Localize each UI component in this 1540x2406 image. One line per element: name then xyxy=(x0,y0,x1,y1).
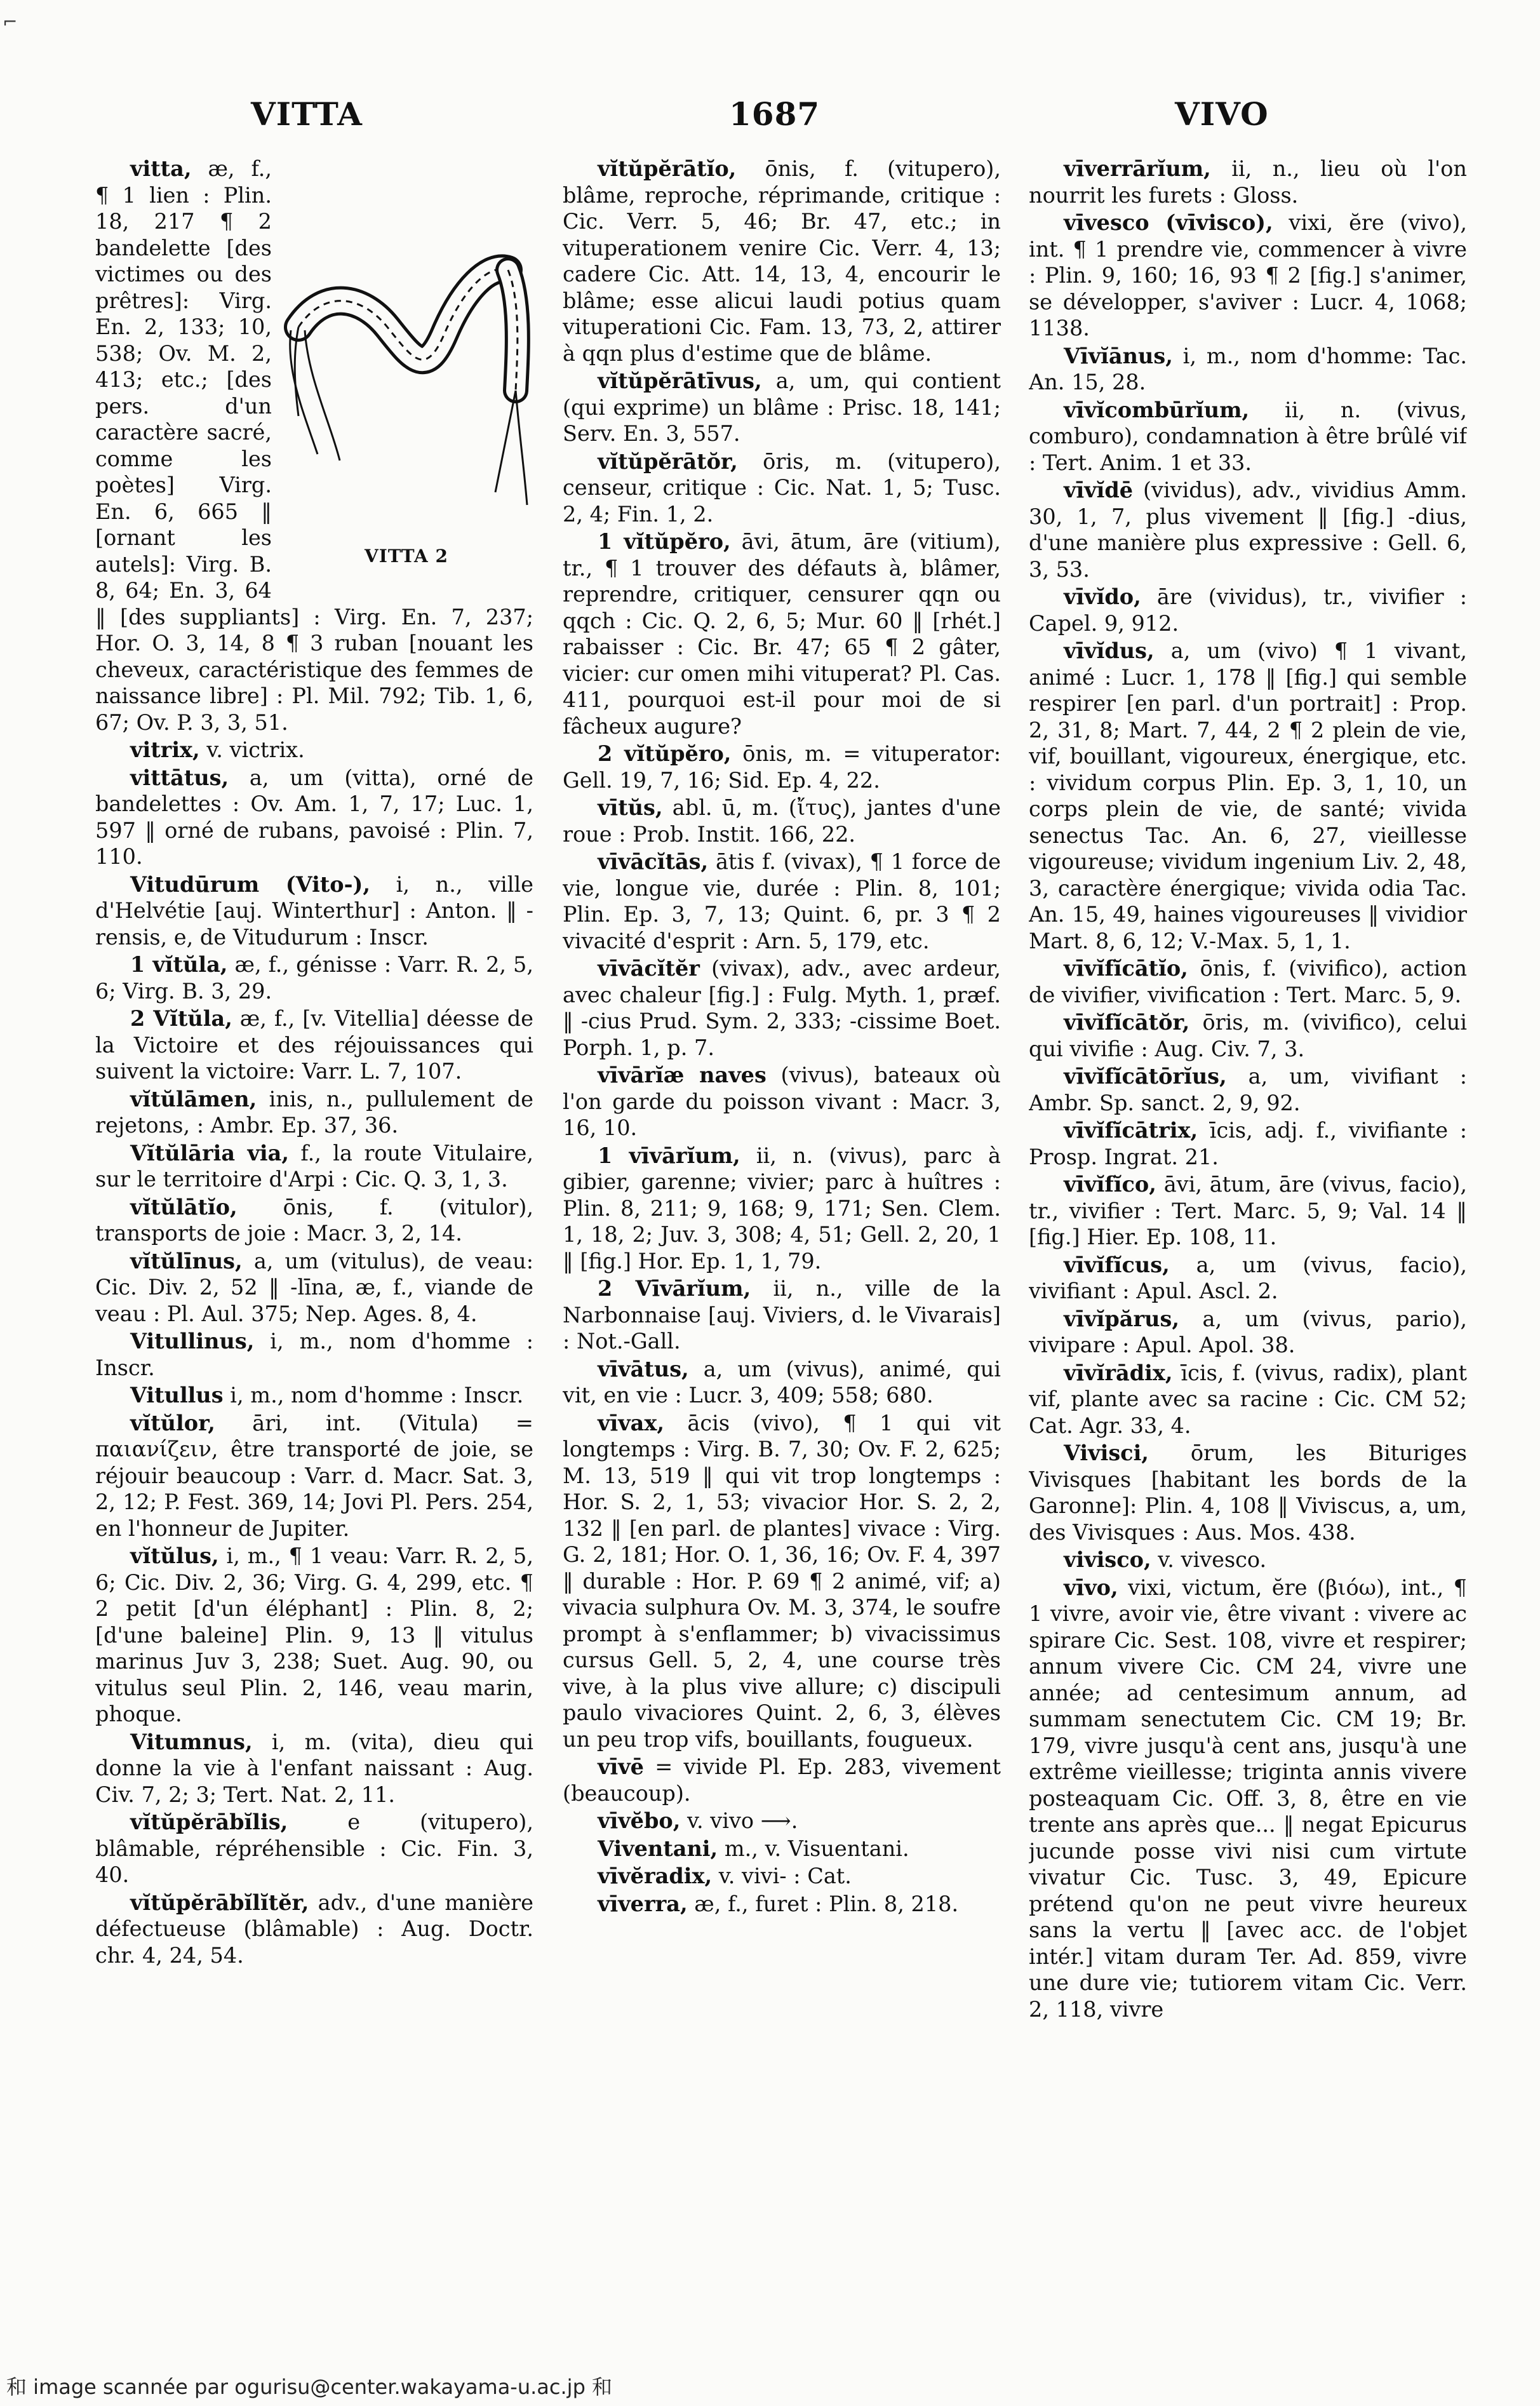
entry-definition: i, m., ¶ 1 veau: Varr. R. 2, 5, 6; Cic. Div. 2, 36; Virg. G. 4, 299, etc. ¶ 2 petit [d'un éléphant] : Plin. 8, 2; [d'une baleine] Plin. 9, 13 ‖ vitulus marinus Juv 3, 238; Suet. Aug. 90, ou vitulus seul Plin. 2, 146, veau marin, phoque. xyxy=(95,1543,533,1726)
running-head-right: VIVO xyxy=(1175,95,1269,133)
corner-mark: ⌐ xyxy=(3,11,18,32)
entry-headword: vīvĭfĭcātōrĭus, xyxy=(1064,1064,1227,1089)
entry-headword: vīvācĭtās, xyxy=(598,849,709,874)
entry-headword: vĭtŭpĕrātŏr, xyxy=(598,448,738,474)
entry-definition: i, m., nom d'homme : Inscr. xyxy=(95,1329,533,1380)
scan-credit: 和 image scannée par ogurisu@center.wakayama-u.ac.jp 和 xyxy=(6,2375,613,2399)
entry-definition: f., la route Vitulaire, sur le territoire d'Arpi : Cic. Q. 3, 1, 3. xyxy=(95,1140,533,1192)
entry-headword: vĭtŭpĕrātīvus, xyxy=(598,368,762,393)
dictionary-entry xyxy=(95,1729,533,1808)
entry-definition: ōnis, m. = vituperator: Gell. 19, 7, 16; Sid. Ep. 4, 22. xyxy=(563,741,1001,793)
entry-definition: æ, f., furet : Plin. 8, 218. xyxy=(687,1891,959,1916)
entry-headword: Viventani, xyxy=(598,1836,718,1861)
dictionary-entry xyxy=(563,1891,1001,1918)
dictionary-entry xyxy=(1029,1547,1467,1573)
dictionary-entry xyxy=(95,1086,533,1139)
entry-headword: vīvĭdus, xyxy=(1064,638,1155,663)
entry-definition: (vivus), bateaux où l'on garde du poisson vivant : Macr. 3, 16, 10. xyxy=(563,1063,1001,1140)
entry-definition: a, um (vivo) ¶ 1 vivant, animé : Lucr. 1, 178 ‖ [fig.] qui semble respirer [en parl. d'un portrait] : Prop. 2, 31, 8; Mart. 7, 44, 2 ¶ 2 plein de vie, vif, bouillant, vigoureux, énergique, etc. : vividum corpus Plin. Ep. 3, 1, 10, un corps plein de vie, de santé; vivida senectus Tac. An. 6, 27, vieillesse vigoureuse; vividum ingenium Liv. 2, 48, 3, caractère énergique; vivida odia Tac. An. 15, 49, haines vigoureuses ‖ vividior Mart. 8, 6, 12; V.-Max. 5, 1, 1. xyxy=(1029,638,1467,953)
dictionary-entry xyxy=(95,1543,533,1728)
entry-definition: abl. ū, m. (ἴτυς), jantes d'une roue : Prob. Instit. 166, 22. xyxy=(563,795,1001,847)
entry-headword: 2 Vīvārĭum, xyxy=(598,1276,751,1301)
dictionary-entry xyxy=(1029,156,1467,208)
entry-definition: ōnis, f. (vivifico), action de vivifier, vivification : Tert. Marc. 5, 9. xyxy=(1029,956,1467,1007)
dictionary-entry xyxy=(95,1248,533,1327)
dictionary-entry xyxy=(563,795,1001,847)
dictionary-entry xyxy=(1029,1252,1467,1305)
entry-definition: v. victrix. xyxy=(199,737,305,762)
entry-definition: i, m. (vita), dieu qui donne la vie à l'enfant naissant : Aug. Civ. 7, 2; 3; Tert. Nat. 2, 11. xyxy=(95,1729,533,1807)
dictionary-entry xyxy=(563,1356,1001,1409)
dictionary-entry xyxy=(1029,343,1467,396)
page-number: 1687 xyxy=(729,95,820,133)
dictionary-entry xyxy=(563,849,1001,954)
dictionary-entry xyxy=(563,1275,1001,1355)
entry-definition: ii, n. (vivus, comburo), condamnation à être brûlé vif : Tert. Anim. 1 et 33. xyxy=(1029,397,1467,475)
entry-headword: vītŭs, xyxy=(598,795,663,820)
entry-definition: = vivide Pl. Ep. 283, vivement (beaucoup). xyxy=(563,1754,1001,1806)
entry-definition: i, n., ville d'Helvétie [auj. Winterthur] : Anton. ‖ -rensis, e, de Vitudurum : Inscr. xyxy=(95,871,533,950)
entry-headword: Vīvĭānus, xyxy=(1064,343,1173,368)
entry-headword: vīverrārĭum, xyxy=(1064,156,1211,181)
entry-headword: vīvĕradix, xyxy=(598,1864,713,1888)
entry-definition: āvi, ātum, āre (vitium), tr., ¶ 1 trouver des défauts à, blâmer, reprendre, critiquer, censurer qqn ou qqch : Cic. Q. 2, 6, 5; Mur. 60 ‖ [rhét.] rabaisser : Cic. Br. 47; 65 ¶ 2 gâter, vicier: cur omen mihi vituperat? Pl. Cas. 411, pourquoi est-il pour moi de si fâcheux augure? xyxy=(563,529,1001,739)
entry-headword: vīvĭrādix, xyxy=(1064,1360,1173,1385)
entry-definition: i, m., nom d'homme: Tac. An. 15, 28. xyxy=(1029,343,1467,394)
entry-definition: vixi, ĕre (vivo), int. ¶ 1 prendre vie, commencer à vivre : Plin. 9, 160; 16, 93 ¶ 2 [fig.] s'animer, se développer, s'aviver : Lucr. 4, 1068; 1138. xyxy=(1029,210,1467,340)
dictionary-entry xyxy=(95,737,533,763)
entry-headword: 1 vĭtŭla, xyxy=(130,952,228,977)
entry-definition: i, m., nom d'homme : Inscr. xyxy=(223,1383,524,1408)
entry-headword: vīvātus, xyxy=(598,1356,689,1381)
entry-headword: vĭtŭpĕrābĭlis, xyxy=(130,1810,288,1834)
entry-definition: a, um, vivifiant : Ambr. Sp. sanct. 2, 9, 92. xyxy=(1029,1064,1467,1115)
dictionary-entry xyxy=(1029,1306,1467,1359)
entry-definition: ōnis, f. (vitulor), transports de joie : Macr. 3, 2, 14. xyxy=(95,1194,533,1246)
entry-definition: āvi, ātum, āre (vivus, facio), tr., vivifier : Tert. Marc. 5, 9; Val. 14 ‖ [fig.] Hier. Ep. 108, 11. xyxy=(1029,1172,1467,1249)
dictionary-entry xyxy=(563,368,1001,447)
entry-headword: vittātus, xyxy=(130,765,229,790)
entry-headword: Vitullus xyxy=(130,1383,224,1408)
entry-headword: vīvē xyxy=(598,1754,644,1779)
entry-definition: a, um (vivus, pario), vivipare : Apul. Apol. 38. xyxy=(1029,1306,1467,1357)
entry-headword: vĭtŭpĕrābĭlĭtĕr, xyxy=(130,1890,309,1915)
entry-definition: vixi, victum, ĕre (βιόω), int., ¶ 1 vivre, avoir vie, être vivant : vivere ac spirare Cic. Sest. 108, vivre et respirer; annum vivere Cic. CM 24, vivre une année; ad centesimum annum, ad summam senectutem Cic. CM 19; Br. 179, vivre jusqu'à cent ans, jusqu'à une extrême vieillesse; triginta annis vivere posteaquam Cic. Off. 3, 8, être en vie trente ans après que... ‖ negat Epicurus jucunde posse vivi nisi cum virtute vivatur Cic. Tusc. 3, 49, Epicure prétend qu'on ne peut vivre heureux sans la vertu ‖ [avec acc. de l'objet intér.] vitam duram Ter. Ad. 859, vivre une dure vie; tutiorem vitam Cic. Verr. 2, 118, vivre xyxy=(1029,1575,1467,2022)
dictionary-entry xyxy=(1029,210,1467,342)
dictionary-entry xyxy=(95,1890,533,1969)
entry-definition: a, um (vivus), animé, qui vit, en vie : Lucr. 3, 409; 558; 680. xyxy=(563,1356,1001,1408)
figure-caption: VITTA 2 xyxy=(365,546,448,567)
entry-headword: vīvĭfĭco, xyxy=(1064,1172,1156,1197)
entry-definition: m., v. Visuentani. xyxy=(718,1836,909,1861)
entry-headword: vīvĭfĭcātrix, xyxy=(1064,1118,1198,1143)
entry-headword: vīvĭfĭcātŏr, xyxy=(1064,1010,1190,1035)
entry-definition: ōris, m. (vitupero), censeur, critique : Cic. Nat. 1, 5; Tusc. 2, 4; Fin. 1, 2. xyxy=(563,448,1001,527)
dictionary-column-2 xyxy=(563,156,1001,2165)
entry-definition: e (vitupero), blâmable, répréhensible : Cic. Fin. 3, 40. xyxy=(95,1810,533,1887)
dictionary-entry xyxy=(1029,477,1467,582)
dictionary-entry xyxy=(1029,1360,1467,1439)
entry-headword: vīvācĭtĕr xyxy=(598,956,700,981)
dictionary-entry xyxy=(1029,1009,1467,1062)
entry-headword: vitta, xyxy=(130,156,192,181)
entry-headword: 1 vĭtŭpĕro, xyxy=(598,529,731,554)
entry-definition: āri, int. (Vitula) = παιανίζειν, être transporté de joie, se réjouir beaucoup : Varr. d. Macr. Sat. 3, 2, 12; P. Fest. 369, 14; Jovi Pl. Pers. 254, en l'honneur de Jupiter. xyxy=(95,1410,533,1541)
dictionary-entry xyxy=(563,1863,1001,1890)
entry-headword: 2 Vĭtŭla, xyxy=(130,1006,232,1031)
dictionary-entry xyxy=(563,156,1001,366)
entry-definition: īcis, adj. f., vivifiante : Prosp. Ingrat. 21. xyxy=(1029,1118,1467,1169)
entry-headword: vĭtŭpĕrātĭo, xyxy=(598,156,737,181)
entry-headword: Vitumnus, xyxy=(130,1729,253,1754)
entry-headword: vĭtŭlus, xyxy=(130,1543,219,1568)
dictionary-entry xyxy=(563,528,1001,739)
entry-headword: Vitullinus, xyxy=(130,1329,255,1354)
dictionary-entry xyxy=(1029,638,1467,954)
entry-definition: v. vivo ⟶. xyxy=(680,1808,798,1833)
dictionary-entry xyxy=(95,1410,533,1542)
entry-headword: vīvĭdo, xyxy=(1064,584,1141,609)
dictionary-entry xyxy=(95,1809,533,1888)
entry-headword: vivisco, xyxy=(1064,1547,1151,1572)
entry-definition: ii, n., ville de la Narbonnaise [auj. Viviers, d. le Vivarais] : Not.-Gall. xyxy=(563,1276,1001,1354)
dictionary-entry xyxy=(95,1005,533,1085)
dictionary-entry xyxy=(563,448,1001,528)
entry-headword: vīvo, xyxy=(1064,1575,1118,1600)
entry-headword: vĭtŭlīnus, xyxy=(130,1248,243,1274)
dictionary-entry xyxy=(1029,1440,1467,1545)
dictionary-entry xyxy=(1029,955,1467,1008)
entry-headword: vīvĭdē xyxy=(1064,478,1134,502)
dictionary-entry xyxy=(95,1382,533,1409)
entry-definition: v. vivesco. xyxy=(1151,1547,1267,1572)
dictionary-entry xyxy=(1029,584,1467,636)
entry-definition: æ, f., génisse : Varr. R. 2, 5, 6; Virg. B. 3, 29. xyxy=(95,952,533,1004)
dictionary-entry xyxy=(95,765,533,870)
dictionary-column-1 xyxy=(95,156,533,2165)
entry-definition: ātis f. (vivax), ¶ 1 force de vie, longue vie, durée : Plin. 8, 101; Plin. Ep. 3, 7, 13; Quint. 6, pr. 3 ¶ 2 vivacité d'esprit : Arn. 5, 179, etc. xyxy=(563,849,1001,953)
entry-definition: īcis, f. (vivus, radix), plant vif, plante avec sa racine : Cic. CM 52; Cat. Agr. 33, 4. xyxy=(1029,1360,1467,1438)
entry-definition: ācis (vivo), ¶ 1 qui vit longtemps : Virg. B. 7, 30; Ov. F. 2, 625; M. 13, 519 ‖ qui vit trop longtemps : Hor. S. 2, 1, 53; vivacior Hor. S. 2, 2, 132 ‖ [en parl. de plantes] vivace : Virg. G. 2, 181; Hor. O. 1, 36, 16; Ov. F. 4, 397 ‖ durable : Hor. P. 69 ¶ 2 animé, vif; a) vivacia sulphura Ov. M. 3, 374, le soufre prompt à s'enflammer; b) vivacissimus cursus Gell. 5, 2, 4, une course très vive, à la plus vive allure; c) discipuli paulo vivaciores Quint. 2, 6, 3, élèves un peu trop vifs, bouillants, fougueux. xyxy=(563,1410,1001,1752)
entry-headword: 1 vīvārĭum, xyxy=(598,1143,740,1168)
dictionary-entry xyxy=(1029,397,1467,476)
dictionary-entry xyxy=(563,741,1001,793)
entry-definition: āre (vividus), tr., vivifier : Capel. 9, 912. xyxy=(1029,584,1467,636)
entry-headword: vīvax, xyxy=(598,1410,664,1435)
entry-definition: adv., d'une manière défectueuse (blâmable) : Aug. Doctr. chr. 4, 24, 54. xyxy=(95,1890,533,1968)
entry-definition: inis, n., pullulement de rejetons, : Ambr. Ep. 37, 36. xyxy=(95,1086,533,1138)
entry-headword: vĭtŭlāmen, xyxy=(130,1086,257,1112)
entry-headword: vīverra, xyxy=(598,1891,688,1916)
dictionary-entry xyxy=(563,1062,1001,1141)
entry-headword: Vĭtŭlāria via, xyxy=(130,1140,290,1166)
entry-definition: ōnis, f. (vitupero), blâme, reproche, réprimande, critique : Cic. Verr. 5, 46; Br. 47, etc.; in vituperationem venire Cic. Verr. 4, 13; cadere Cic. Att. 14, 13, 4, encourir le blâme; esse alicui laudi potius quam vituperationi Cic. Fam. 13, 73, 2, attirer à qqn plus d'estime que de blâme. xyxy=(563,156,1001,366)
dictionary-entry xyxy=(95,951,533,1004)
dictionary-entry xyxy=(95,1194,533,1247)
vitta-illustration xyxy=(279,251,533,581)
dictionary-entry xyxy=(563,955,1001,1061)
entry-definition: (vivax), adv., avec ardeur, avec chaleur [fig.] : Fulg. Myth. 1, præf. ‖ -cius Prud. Sym. 2, 333; -cissime Boet. Porph. 1, p. 7. xyxy=(563,956,1001,1060)
dictionary-entry xyxy=(563,1754,1001,1806)
entry-definition: a, um (vitta), orné de bandelettes : Ov. Am. 1, 7, 17; Luc. 1, 597 ‖ orné de rubans, pavoisé : Plin. 7, 110. xyxy=(95,765,533,869)
entry-headword: vīvĭpărus, xyxy=(1064,1306,1180,1331)
dictionary-entry xyxy=(95,1140,533,1193)
entry-definition: ii, n., lieu où l'on nourrit les furets : Gloss. xyxy=(1029,156,1467,208)
running-head-left: VITTA xyxy=(251,95,363,133)
entry-definition: a, um (vivus, facio), vivifiant : Apul. Ascl. 2. xyxy=(1029,1252,1467,1303)
entry-headword: vīvĭfĭcātĭo, xyxy=(1064,956,1188,981)
entry-headword: Vitudūrum (Vito-), xyxy=(130,871,371,897)
entry-headword: vīvārĭæ naves xyxy=(598,1063,767,1087)
dictionary-entry xyxy=(563,1808,1001,1834)
entry-definition: (vividus), adv., vividius Amm. 30, 1, 7, plus vivement ‖ [fig.] -dius, d'une manière plus expressive : Gell. 6, 3, 53. xyxy=(1029,478,1467,582)
entry-headword: vĭtŭlātĭo, xyxy=(130,1194,238,1220)
entry-headword: vĭtŭlor, xyxy=(130,1410,215,1435)
dictionary-entry xyxy=(563,1410,1001,1753)
dictionary-entry xyxy=(563,1836,1001,1862)
entry-headword: vīvĭcombūrĭum, xyxy=(1064,397,1250,422)
entry-headword: vīvĕbo, xyxy=(598,1808,681,1833)
entry-definition: ōrum, les Bituriges Vivisques [habitant les bords de la Garonne]: Plin. 4, 108 ‖ Viviscus, a, um, des Vivisques : Aus. Mos. 438. xyxy=(1029,1441,1467,1545)
entry-headword: 2 vĭtŭpĕro, xyxy=(598,741,732,766)
dictionary-entry xyxy=(1029,1117,1467,1170)
dictionary-entry xyxy=(1029,1063,1467,1116)
dictionary-entry xyxy=(1029,1171,1467,1251)
dictionary-entry xyxy=(95,871,533,951)
entry-headword: vīvesco (vīvisco), xyxy=(1064,210,1273,235)
page-header xyxy=(0,95,1540,140)
entry-definition: v. vivi- : Cat. xyxy=(712,1864,852,1888)
entry-definition: ōris, m. (vivifico), celui qui vivifie : Aug. Civ. 7, 3. xyxy=(1029,1010,1467,1061)
ribbon-illustration-icon xyxy=(279,251,533,543)
entry-definition: a, um, qui contient (qui exprime) un blâme : Prisc. 18, 141; Serv. En. 3, 557. xyxy=(563,368,1001,446)
entry-headword: vīvĭfĭcus, xyxy=(1064,1252,1170,1277)
entry-definition: a, um (vitulus), de veau: Cic. Div. 2, 52 ‖ -līna, æ, f., viande de veau : Pl. Aul. 375; Nep. Ages. 8, 4. xyxy=(95,1248,533,1326)
dictionary-entry xyxy=(563,1143,1001,1275)
dictionary-column-3 xyxy=(1029,156,1467,2165)
entry-headword: vitrix, xyxy=(130,737,200,762)
entry-definition: ii, n. (vivus), parc à gibier, garenne; vivier; parc à huîtres : Plin. 8, 211; 9, 168; 9, 171; Sen. Clem. 1, 18, 2; Juv. 3, 308; 4, 51; Gell. 2, 20, 1 ‖ [fig.] Hor. Ep. 1, 1, 79. xyxy=(563,1143,1001,1274)
dictionary-entry xyxy=(95,1328,533,1381)
entry-headword: Vivisci, xyxy=(1064,1441,1149,1465)
entry-definition: æ, f., [v. Vitellia] déesse de la Victoire et des réjouissances qui suivent la victoire: Varr. L. 7, 107. xyxy=(95,1006,533,1084)
dictionary-entry xyxy=(1029,1575,1467,2023)
entry-definition: æ, f., ¶ 1 lien : Plin. 18, 217 ¶ 2 bandelette [des victimes ou des prêtres]: Virg. En. 2, 133; 10, 538; Ov. M. 2, 413; etc.; [des pers. d'un caractère sacré, comme les poètes] Virg. En. 6, 665 ‖ [ornant les autels]: Virg. B. 8, 64; En. 3, 64 ‖ [des suppliants] : Virg. En. 7, 237; Hor. O. 3, 14, 8 ¶ 3 ruban [nouant les cheveux, caractéristique des femmes de naissance libre] : Pl. Mil. 792; Tib. 1, 6, 67; Ov. P. 3, 3, 51. xyxy=(95,156,533,735)
